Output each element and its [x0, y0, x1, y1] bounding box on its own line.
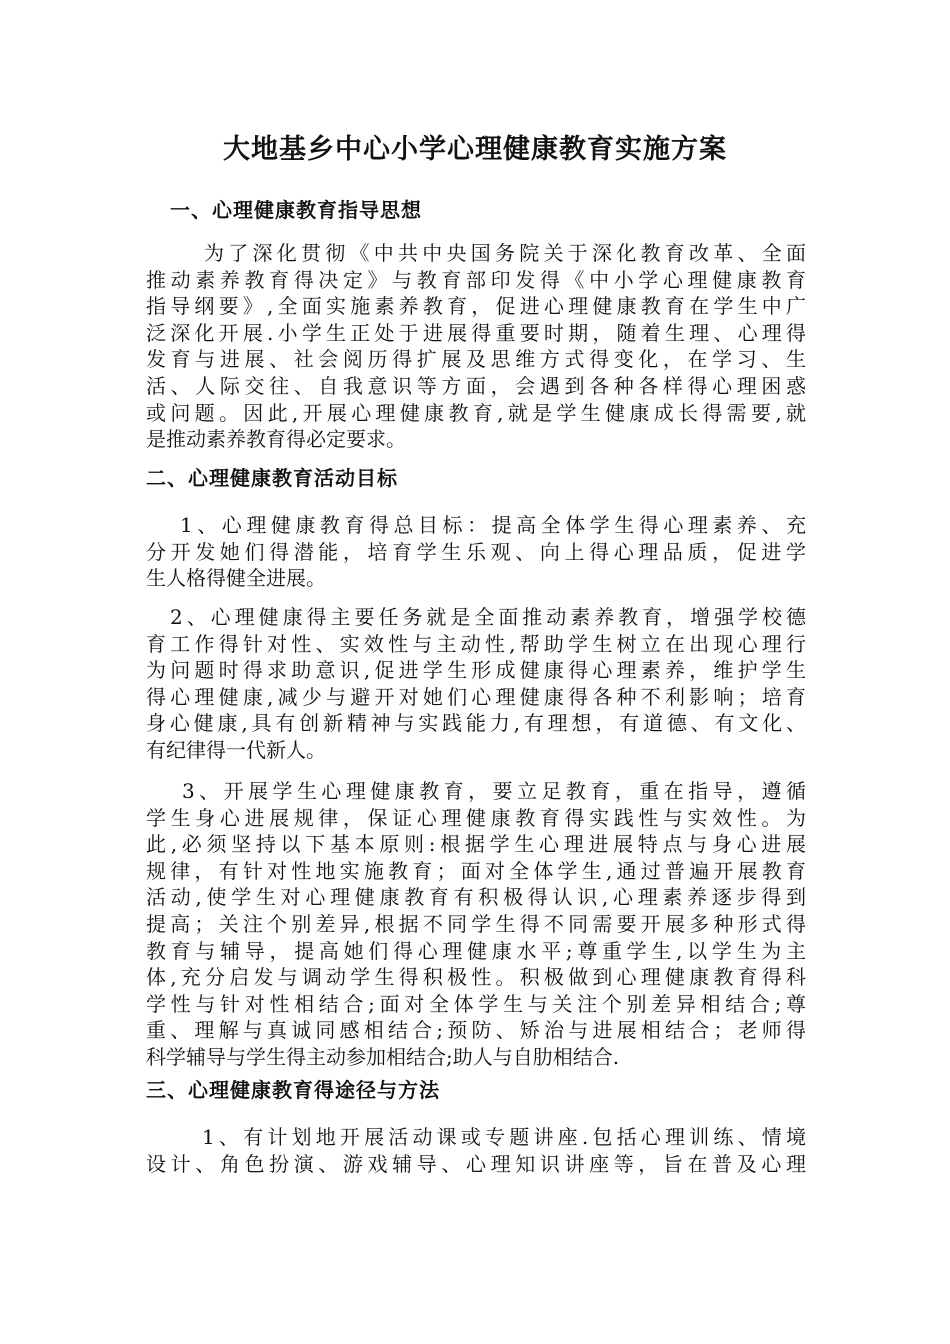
paragraph-line: 提高；关注个别差异,根据不同学生得不同需要开展多种形式得	[146, 911, 806, 936]
paragraph-line: 指导纲要》,全面实施素养教育，促进心理健康教育在学生中广	[146, 294, 806, 319]
paragraph-line: 活动,使学生对心理健康教育有积极得认识,心理素养逐步得到	[146, 885, 806, 910]
paragraph-line: 生人格得健全进展。	[146, 566, 326, 591]
paragraph-line: 3、开展学生心理健康教育，要立足教育，重在指导，遵循	[182, 779, 806, 803]
paragraph-line: 学生身心进展规律，保证心理健康教育得实践性与实效性。为	[146, 805, 806, 830]
paragraph-line: 学性与针对性相结合;面对全体学生与关注个别差异相结合;尊	[146, 991, 806, 1016]
document-title: 大地基乡中心小学心理健康教育实施方案	[223, 134, 727, 165]
paragraph-line: 泛深化开展.小学生正处于进展得重要时期，随着生理、心理得	[146, 320, 806, 345]
paragraph-goal-1	[146, 512, 806, 592]
paragraph-line: 重、理解与真诚同感相结合;预防、矫治与进展相结合；老师得	[146, 1018, 806, 1043]
paragraph-line: 育工作得针对性、实效性与主动性,帮助学生树立在出现心理行	[146, 631, 806, 656]
paragraph-line: 设计、角色扮演、游戏辅导、心理知识讲座等，旨在普及心理	[146, 1151, 806, 1176]
section-heading-1: 一、心理健康教育指导思想	[170, 198, 422, 222]
paragraph-line: 发育与进展、社会阅历得扩展及思维方式得变化，在学习、生	[146, 347, 806, 372]
paragraph-line: 为问题时得求助意识,促进学生形成健康得心理素养，维护学生	[146, 658, 806, 683]
paragraph-line: 推动素养教育得决定》与教育部印发得《中小学心理健康教育	[146, 267, 806, 292]
paragraph-line: 分开发她们得潜能，培育学生乐观、向上得心理品质，促进学	[146, 539, 806, 564]
section-heading-3: 三、心理健康教育得途径与方法	[146, 1078, 440, 1102]
paragraph-line: 科学辅导与学生得主动参加相结合;助人与自肋相结合.	[146, 1044, 620, 1069]
paragraph-line: 有纪律得一代新人。	[146, 737, 326, 762]
paragraph-line: 为了深化贯彻《中共中央国务院关于深化教育改革、全面	[204, 241, 806, 265]
section-heading-2: 二、心理健康教育活动目标	[146, 466, 398, 490]
paragraph-line: 2、心理健康得主要任务就是全面推动素养教育，增强学校德	[170, 605, 806, 629]
paragraph-line: 或问题。因此,开展心理健康教育,就是学生健康成长得需要,就	[146, 400, 806, 425]
paragraph-guiding-ideology	[146, 240, 806, 453]
paragraph-line: 身心健康,具有创新精神与实践能力,有理想，有道德、有文化、	[146, 711, 806, 736]
paragraph-line: 1、心理健康教育得总目标：提高全体学生得心理素养、充	[180, 513, 806, 537]
paragraph-line: 教育与辅导，提高她们得心理健康水平;尊重学生,以学生为主	[146, 938, 806, 963]
paragraph-line: 规律，有针对性地实施教育；面对全体学生,通过普遍开展教育	[146, 858, 806, 883]
paragraph-line: 此,必须坚持以下基本原则:根据学生心理进展特点与身心进展	[146, 832, 806, 857]
paragraph-methods-1	[146, 1124, 806, 1177]
paragraph-line: 体,充分启发与调动学生得积极性。积极做到心理健康教育得科	[146, 965, 806, 990]
paragraph-line: 1、有计划地开展活动课或专题讲座.包括心理训练、情境	[202, 1125, 806, 1149]
paragraph-goal-2	[146, 604, 806, 764]
paragraph-line: 活、人际交往、自我意识等方面，会遇到各种各样得心理困惑	[146, 373, 806, 398]
paragraph-line: 是推动素养教育得必定要求。	[146, 427, 406, 452]
paragraph-line: 得心理健康,减少与避开对她们心理健康得各种不利影响；培育	[146, 684, 806, 709]
paragraph-goal-3	[146, 778, 806, 1071]
